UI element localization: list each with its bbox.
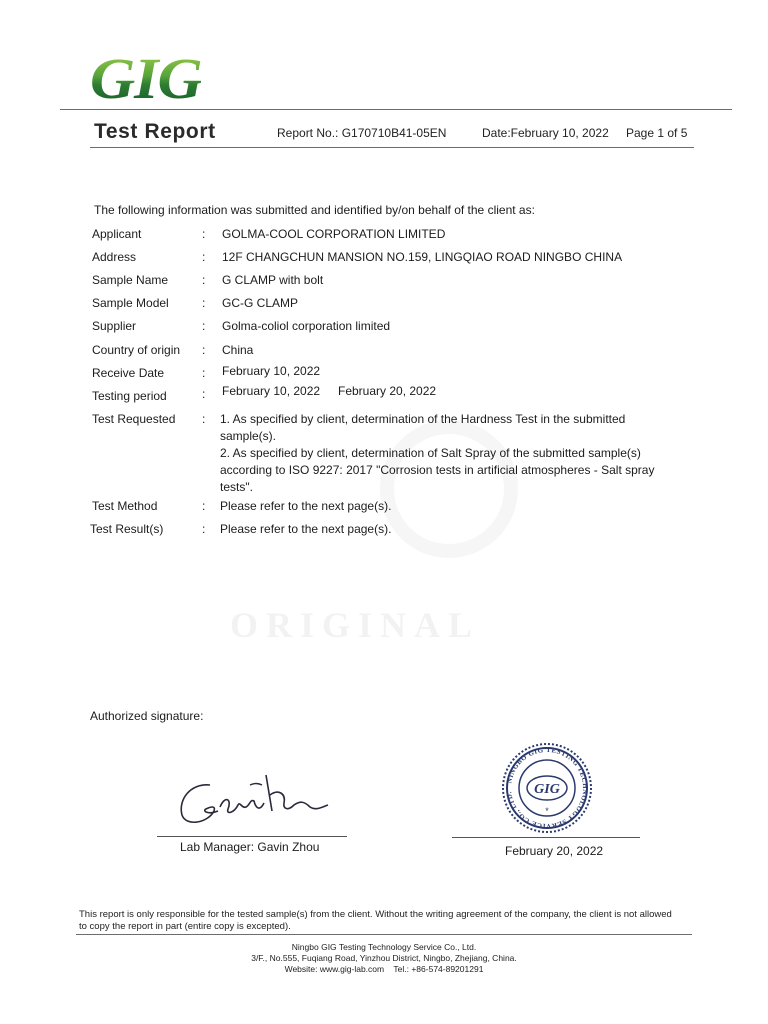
colon: :	[202, 412, 206, 426]
test-method-label: Test Method	[92, 499, 158, 513]
company-seal	[498, 742, 596, 834]
disclaimer-line: This report is only responsible for the tested sample(s) from the client. Without the writing agreement of the company, the client is not allowed	[79, 909, 672, 920]
sample-name-label: Sample Name	[92, 273, 169, 287]
disclaimer-line: to copy the report in part (entire copy is excepted).	[79, 921, 291, 932]
footer-address: 3/F., No.555, Fuqiang Road, Yinzhou District, Ningbo, Zhejiang, China.	[251, 953, 517, 963]
colon: :	[202, 273, 206, 287]
sample-model-value: GC-G CLAMP	[222, 296, 299, 310]
sample-model-label: Sample Model	[92, 296, 169, 310]
title-divider	[90, 147, 694, 148]
testing-period-end: February 20, 2022	[338, 384, 437, 398]
supplier-label: Supplier	[92, 319, 137, 333]
test-results-label: Test Result(s)	[90, 522, 164, 536]
logo-text: GIG	[90, 46, 202, 111]
intro-text: The following information was submitted and identified by/on behalf of the client as:	[94, 203, 535, 217]
country-value: China	[222, 343, 254, 357]
page-number: Page 1 of 5	[626, 126, 688, 140]
test-requested-line: 2. As specified by client, determination of Salt Spray of the submitted sample(s)	[220, 446, 641, 460]
gig-logo	[90, 46, 225, 111]
authorized-signature-label: Authorized signature:	[90, 709, 204, 723]
colon: :	[202, 366, 206, 380]
address-value: 12F CHANGCHUN MANSION NO.159, LINGQIAO ROAD NINGBO CHINA	[222, 250, 623, 264]
colon: :	[202, 227, 206, 241]
svg-text:*: *	[545, 806, 549, 816]
colon: :	[202, 319, 206, 333]
test-requested-label: Test Requested	[92, 412, 176, 426]
signature-line	[157, 836, 347, 837]
colon: :	[202, 296, 206, 310]
applicant-value: GOLMA-COOL CORPORATION LIMITED	[222, 227, 446, 241]
test-requested-line: tests".	[220, 480, 253, 494]
testing-period-label: Testing period	[92, 389, 167, 403]
report-number: Report No.: G170710B41-05EN	[277, 126, 447, 140]
receive-date-label: Receive Date	[92, 366, 165, 380]
handwritten-signature	[170, 765, 340, 835]
test-requested-line: sample(s).	[220, 429, 277, 443]
watermark-text: ORIGINAL	[230, 605, 481, 645]
colon: :	[202, 522, 206, 536]
applicant-label: Applicant	[92, 227, 142, 241]
test-requested-line: according to ISO 9227: 2017 "Corrosion tests in artificial atmospheres - Salt spray	[220, 463, 655, 477]
test-requested-line: 1. As specified by client, determination of the Hardness Test in the submitted	[220, 412, 626, 426]
header-divider	[60, 109, 732, 110]
test-results-value: Please refer to the next page(s).	[220, 522, 392, 536]
test-method-value: Please refer to the next page(s).	[220, 499, 392, 513]
colon: :	[202, 387, 206, 401]
receive-date-value: February 10, 2022	[222, 364, 321, 378]
supplier-value: Golma-coliol corporation limited	[222, 319, 391, 333]
page-title: Test Report	[94, 120, 216, 143]
seal-ring-text: NINGBO GIG TESTING TECHNOLOGY SERVICE CO., LTD.	[505, 745, 590, 831]
footer-divider	[76, 934, 692, 935]
colon: :	[202, 250, 206, 264]
lab-manager-name: Lab Manager: Gavin Zhou	[180, 840, 320, 854]
testing-period-start: February 10, 2022	[222, 384, 321, 398]
seal-center-text: GIG	[534, 782, 560, 797]
footer-contact: Website: www.gig-lab.com Tel.: +86-574-89201291	[284, 964, 484, 974]
date-line	[452, 837, 640, 838]
report-date: Date:February 10, 2022	[482, 126, 609, 140]
address-label: Address	[92, 250, 137, 264]
sample-name-value: G CLAMP with bolt	[222, 273, 324, 287]
country-label: Country of origin	[92, 343, 181, 357]
colon: :	[202, 343, 206, 357]
signature-date: February 20, 2022	[505, 844, 604, 858]
footer-company: Ningbo GIG Testing Technology Service Co., Ltd.	[291, 942, 477, 952]
colon: :	[202, 499, 206, 513]
